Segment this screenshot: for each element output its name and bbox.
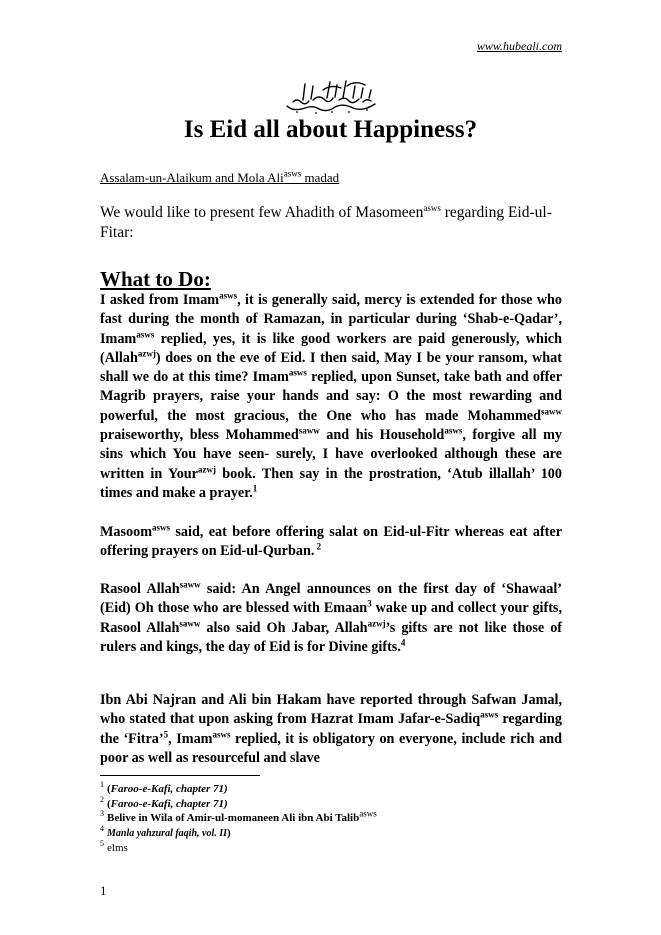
- p1-s1: asws: [219, 290, 238, 301]
- p1-t2: , it is generally said, mercy is extended for those who fast during the month of Ramazan, in particular during ‘Shab-e-Qadar’, Imam: [100, 292, 562, 347]
- p1-t6: praiseworthy, bless Mohammed: [100, 427, 299, 444]
- p3-t3: wake up and collect your gifts, Rasool Allah: [100, 600, 562, 636]
- greeting-after: madad: [301, 170, 340, 185]
- footnote-3-text: Belive in Wila of Amir-ul-momaneen Ali ibn Abi Talib: [107, 812, 360, 824]
- p1-s4: asws: [288, 367, 307, 378]
- page-title: Is Eid all about Happiness?: [183, 116, 478, 143]
- p1-t4: ) does on the eve of Eid. I then said, May I be your ransom, what shall we do at this time? Imam: [100, 349, 562, 386]
- footnote-2-number: 2: [100, 794, 104, 804]
- p3-t4: also said Oh Jabar, Allah: [200, 619, 368, 636]
- footnote-3-number: 3: [100, 809, 104, 819]
- intro-sup: asws: [423, 202, 441, 213]
- footnote-5-text: elms: [107, 842, 128, 854]
- p1-s8: azwj: [197, 463, 216, 474]
- footnote-ref-1[interactable]: 1: [252, 483, 258, 494]
- p3-s1: saww: [179, 579, 201, 590]
- footnote-2: [100, 794, 377, 812]
- p3-t1: Rasool Allah: [100, 581, 180, 597]
- p2-s1: asws: [152, 522, 171, 533]
- p1-t3: replied, yes, it is like good workers are paid generously, which (Allah: [100, 330, 562, 366]
- p4-t4: replied, it is obligatory on everyone, include rich and poor as well as resourceful and slave: [100, 730, 562, 766]
- p3-t5: ’s gifts are not like those of rulers and kings, the day of Eid is for Divine gifts.: [100, 619, 563, 655]
- p1-t7: and his Household: [319, 427, 445, 444]
- footnote-ref-5[interactable]: 5: [163, 728, 169, 739]
- footnote-4-ref: Manla yahzural faqih, vol. II: [107, 827, 228, 839]
- p1-s2: asws: [136, 328, 155, 339]
- paragraph-angel: [100, 580, 562, 657]
- intro-text-a: We would like to present few Ahadith of Masomeen: [100, 204, 424, 221]
- p4-t2: regarding the ‘Fitra’: [100, 711, 562, 747]
- footnote-2-open: (: [107, 797, 111, 810]
- p3-t2: said: An Angel announces on the first day of ‘Shawaal’ (Eid) Oh those who are blessed with Emaan: [100, 581, 562, 617]
- footnote-ref-3[interactable]: 3: [367, 598, 372, 609]
- p4-s3: asws: [212, 728, 231, 739]
- greeting: [100, 170, 339, 186]
- p1-s7: asws: [444, 425, 463, 436]
- footnote-5-number: 5: [100, 839, 104, 849]
- footnote-5: [100, 841, 377, 856]
- p1-t1: I asked from Imam: [100, 292, 220, 308]
- footnote-1-ref: Faroo-e-Kafi, chapter 71): [110, 783, 228, 795]
- paragraph-fitra: [100, 691, 562, 768]
- footnote-ref-2[interactable]: 2: [314, 541, 322, 552]
- footnote-3: [100, 808, 377, 826]
- intro-text-b: regarding Eid-ul-Fitar:: [100, 204, 552, 241]
- page-number: 1: [100, 883, 107, 898]
- paragraph-prayer: [100, 291, 562, 503]
- paragraph-eating: [100, 523, 562, 562]
- intro-paragraph: [100, 203, 565, 243]
- p2-t1: Masoom: [100, 524, 153, 540]
- greeting-sup: asws: [283, 168, 302, 179]
- section-heading: What to Do:: [100, 267, 211, 291]
- greeting-text: Assalam-un-Alaikum and Mola Ali: [100, 170, 284, 185]
- bismillah-calligraphy: [283, 76, 379, 116]
- p4-t1: Ibn Abi Najran and Ali bin Hakam have reported through Safwan Jamal, who stated that upon asking from Hazrat Imam Jafar-e-Sadiq: [100, 692, 562, 728]
- p1-s3: azwj: [137, 348, 156, 359]
- p1-s5: saww: [540, 406, 562, 417]
- footnote-1: [100, 782, 377, 797]
- p2-t2: said, eat before offering salat on Eid-ul-Fitr whereas eat after offering prayers on Eid-ul-Qurban.: [100, 524, 562, 560]
- p1-s6: saww: [298, 425, 320, 436]
- p1-t8: , forgive all my sins which You have seen- surely, I have overlooked although these are written in Your: [100, 427, 562, 482]
- footnote-3-sup: asws: [359, 808, 377, 819]
- p1-t9: book. Then say in the prostration, ‘Atub illallah’ 100 times and make a prayer.: [100, 465, 562, 501]
- footnote-divider: [100, 775, 260, 776]
- footnote-4-close: ): [227, 826, 231, 839]
- site-link[interactable]: www.hubeali.com: [476, 39, 562, 53]
- footnote-1-number: 1: [100, 780, 104, 790]
- p1-t5: replied, upon Sunset, take bath and offer Magrib prayers, raise your hands and say: O the most rewarding and powerful, the most gracious, the One who has made Mohammed: [100, 369, 562, 424]
- p4-s1: asws: [480, 709, 499, 720]
- footnote-2-ref: Faroo-e-Kafi, chapter 71): [110, 797, 228, 810]
- p3-s4: azwj: [367, 617, 386, 628]
- p3-s3: saww: [179, 617, 201, 628]
- footnote-ref-4[interactable]: 4: [400, 637, 406, 648]
- footnote-1-open: (: [107, 783, 111, 795]
- footnote-4-number: 4: [100, 823, 104, 833]
- footnote-4: [100, 823, 377, 842]
- footnotes: [100, 782, 377, 856]
- p4-t3: , Imam: [168, 730, 213, 747]
